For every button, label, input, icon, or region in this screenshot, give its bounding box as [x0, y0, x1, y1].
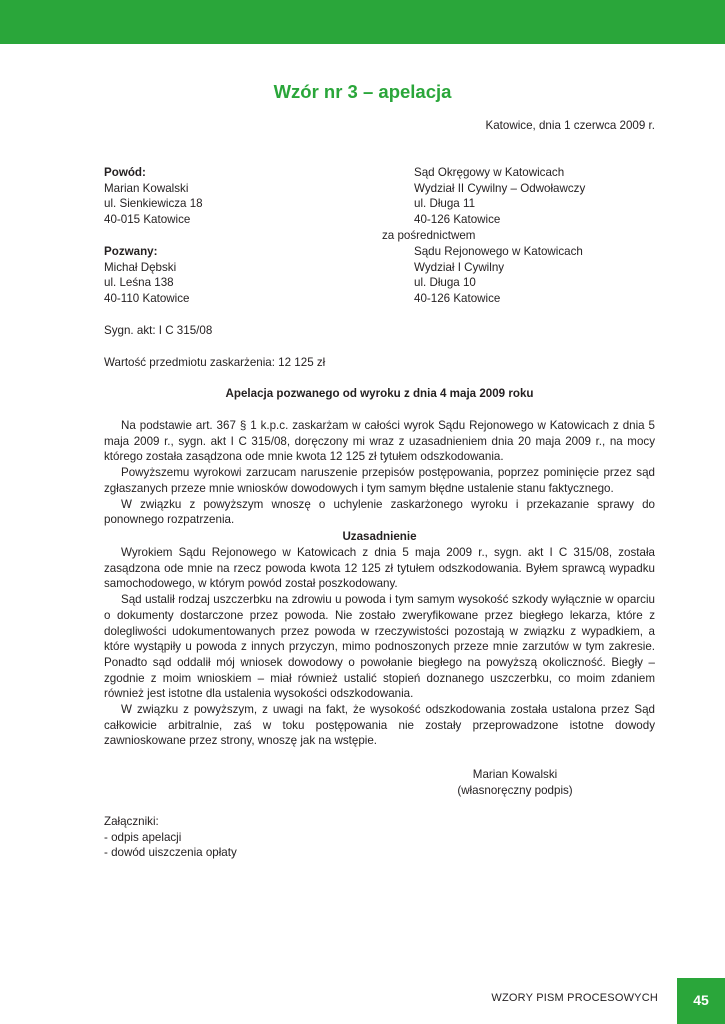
plaintiff-street: ul. Sienkiewicza 18 [104, 197, 203, 211]
lower-court-city: 40-126 Katowice [414, 292, 501, 306]
appeal-paragraph: Na podstawie art. 367 § 1 k.p.c. zaskarżam w całości wyrok Sądu Rejonowego w Katowicach z dnia 5 maja 2009 r., sygn. akt I C 315/08, doręczony mi wraz z uzasadnieniem dnia 20 maja 2009 r., na mocy którego została zasądzona ode mnie kwota 12 125 zł tytułem odszkodowania. [104, 419, 655, 464]
justification-paragraph: Sąd ustalił rodzaj uszczerbku na zdrowiu u powoda i tym samym wysokość szkody wyłącznie w oparciu o dokumenty dostarczone przez powoda. Nie zostało zweryfikowane przez biegłego lekarza, które z dolegliwości udokumentowanych przez powoda w rzeczywistości pozostają w związku z wypadkiem, a które wystąpiły u powoda z innych przyczyn, mimo podnoszonych przeze mnie zarzutów w tym zakresie. Ponadto sąd oddalił mój wniosek dowodowy o powołanie biegłego na powyższą okoliczność. Biegły – zgodnie z moim wnioskiem – miał również ustalić stopień doznanego uszczerbku, co moim zdaniem również jest istotne dla ustalenia wysokości odszkodowania. [104, 593, 655, 701]
lower-court-street: ul. Długa 10 [414, 276, 476, 290]
plaintiff-block [104, 165, 203, 228]
attachment-item: - dowód uiszczenia opłaty [104, 846, 237, 860]
signature-block [440, 767, 590, 798]
claim-value: Wartość przedmiotu zaskarżenia: 12 125 zł [104, 356, 326, 369]
page-number-badge [677, 978, 725, 1024]
defendant-street: ul. Leśna 138 [104, 276, 174, 290]
court-block [414, 165, 585, 228]
plaintiff-name: Marian Kowalski [104, 181, 189, 195]
appeal-paragraph: W związku z powyższym wnoszę o uchylenie zaskarżonego wyroku i przekazanie sprawy do ponownego rozpatrzenia. [104, 497, 655, 527]
signature-note: (własnoręczny podpis) [457, 783, 573, 797]
signature-name: Marian Kowalski [472, 768, 558, 781]
attachments-block [104, 814, 237, 861]
lower-court-block [414, 244, 583, 307]
page-number: 45 [693, 992, 709, 1008]
via-text: za pośrednictwem [382, 229, 476, 242]
defendant-city: 40-110 Katowice [104, 292, 190, 306]
appeal-heading: Apelacja pozwanego od wyroku z dnia 4 maja 2009 roku [225, 387, 534, 400]
place-date: Katowice, dnia 1 czerwca 2009 r. [485, 119, 655, 132]
lower-court-name: Sądu Rejonowego w Katowicach [414, 245, 583, 258]
justification-heading: Uzasadnienie [342, 530, 417, 543]
justification-paragraph: W związku z powyższym, z uwagi na fakt, że wysokość odszkodowania została ustalona przez Sąd całkowicie arbitralnie, zaś w toku postępowania nie zostały przeprowadzone istotne dowody zawnioskowane przez strony, wnoszę jak na wstępie. [104, 703, 655, 748]
appeal-paragraph: Powyższemu wyrokowi zarzucam naruszenie przepisów postępowania, poprzez pominięcie przez sąd zgłaszanych przeze mnie wniosków dowodowych i tym samym błędne ustalenie stanu faktycznego. [104, 466, 655, 495]
court-street: ul. Długa 11 [414, 197, 476, 211]
defendant-block [104, 244, 190, 307]
attachment-item: - odpis apelacji [104, 830, 182, 844]
footer-section-label: WZORY PISM PROCESOWYCH [491, 992, 658, 1004]
document-title: Wzór nr 3 – apelacja [273, 81, 452, 102]
appeal-body [104, 418, 655, 528]
defendant-name: Michał Dębski [104, 260, 177, 274]
plaintiff-city: 40-015 Katowice [104, 213, 191, 227]
attachments-label: Załączniki: [104, 815, 159, 828]
justification-body [104, 545, 655, 749]
lower-court-division: Wydział I Cywilny [414, 260, 505, 274]
court-city: 40-126 Katowice [414, 213, 501, 227]
justification-paragraph: Wyrokiem Sądu Rejonowego w Katowicach z dnia 5 maja 2009 r., sygn. akt I C 315/08, została zasądzona ode mnie na rzecz powoda kwota 12 125 zł tytułem odszkodowania. Byłem sprawcą wypadku samochodowego, w którym powód został poszkodowany. [104, 546, 655, 591]
top-green-band [0, 0, 725, 44]
court-division: Wydział II Cywilny – Odwoławczy [414, 181, 586, 195]
court-name: Sąd Okręgowy w Katowicach [414, 166, 565, 179]
case-reference: Sygn. akt: I C 315/08 [104, 324, 213, 337]
plaintiff-label: Powód: [104, 166, 146, 179]
defendant-label: Pozwany: [104, 245, 158, 258]
